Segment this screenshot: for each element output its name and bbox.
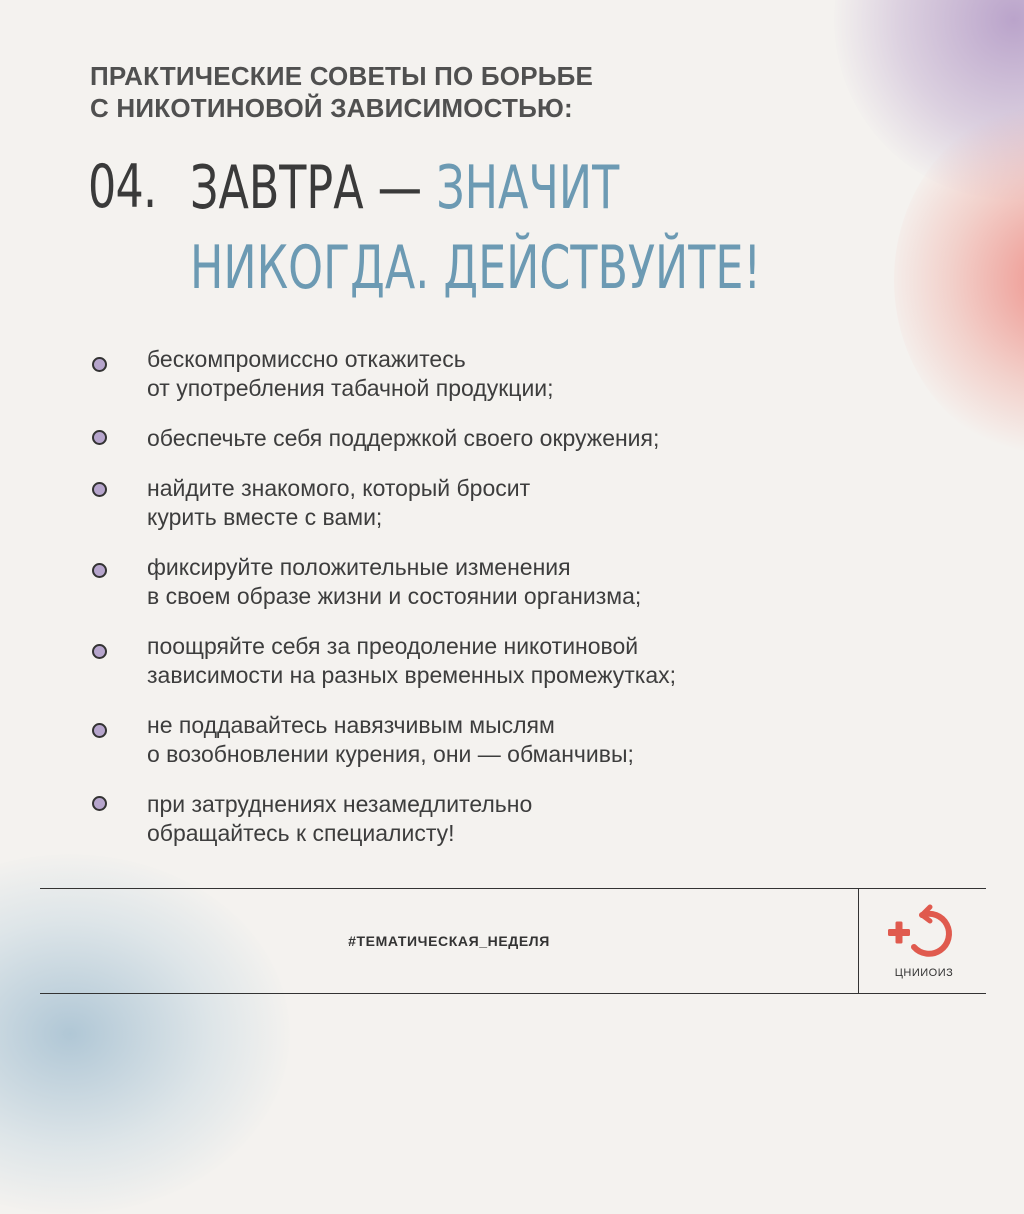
headline-blue-part: ЗНАЧИТ (436, 153, 620, 223)
tip-line: фиксируйте положительные изменения (147, 554, 571, 580)
bullet-icon (92, 723, 107, 738)
bullet-icon (92, 357, 107, 372)
tip-line: обеспечьте себя поддержкой своего окружения; (147, 425, 660, 451)
hashtag[interactable]: #ТЕМАТИЧЕСКАЯ_НЕДЕЛЯ (348, 933, 550, 949)
headline (190, 148, 761, 308)
tip-line: найдите знакомого, который бросит (147, 475, 531, 501)
logo-text: ЦНИИОИЗ (894, 967, 954, 979)
list-item (92, 790, 892, 848)
tip-line: от употребления табачной продукции; (147, 375, 554, 401)
tip-line: бескомпромиссно откажитесь (147, 346, 466, 372)
logo-mark-icon (874, 899, 974, 967)
decor-gradient-red (894, 100, 1024, 460)
bullet-icon (92, 430, 107, 445)
list-item (92, 345, 892, 403)
list-item (92, 553, 892, 611)
tip-line: зависимости на разных временных промежутках; (147, 662, 677, 688)
tips-list (92, 345, 892, 848)
headline-dark-part: ЗАВТРА — (190, 153, 437, 223)
subtitle-line: С НИКОТИНОВОЙ ЗАВИСИМОСТЬЮ: (90, 93, 573, 123)
subtitle (90, 60, 790, 124)
bullet-icon (92, 563, 107, 578)
bullet-icon (92, 644, 107, 659)
tip-line: при затруднениях незамедлительно (147, 791, 533, 817)
bullet-icon (92, 796, 107, 811)
list-item (92, 474, 892, 532)
decor-gradient-purple (834, 0, 1024, 200)
org-logo (874, 899, 974, 989)
tip-line: обращайтесь к специалисту! (147, 820, 455, 846)
tip-number: 04. (88, 152, 157, 222)
bullet-icon (92, 482, 107, 497)
subtitle-line: ПРАКТИЧЕСКИЕ СОВЕТЫ ПО БОРЬБЕ (90, 61, 594, 91)
tip-line: курить вместе с вами; (147, 504, 383, 530)
headline-line-2: НИКОГДА. ДЕЙСТВУЙТЕ! (190, 233, 762, 303)
footer (40, 888, 986, 994)
list-item (92, 711, 892, 769)
tip-line: о возобновлении курения, они — обманчивы; (147, 741, 634, 767)
footer-divider (858, 889, 859, 993)
tip-line: в своем образе жизни и состоянии организма; (147, 583, 642, 609)
list-item (92, 424, 892, 453)
tip-line: не поддавайтесь навязчивым мыслям (147, 712, 555, 738)
headline-line-1 (190, 148, 761, 228)
list-item (92, 632, 892, 690)
tip-line: поощряйте себя за преодоление никотиновой (147, 633, 639, 659)
